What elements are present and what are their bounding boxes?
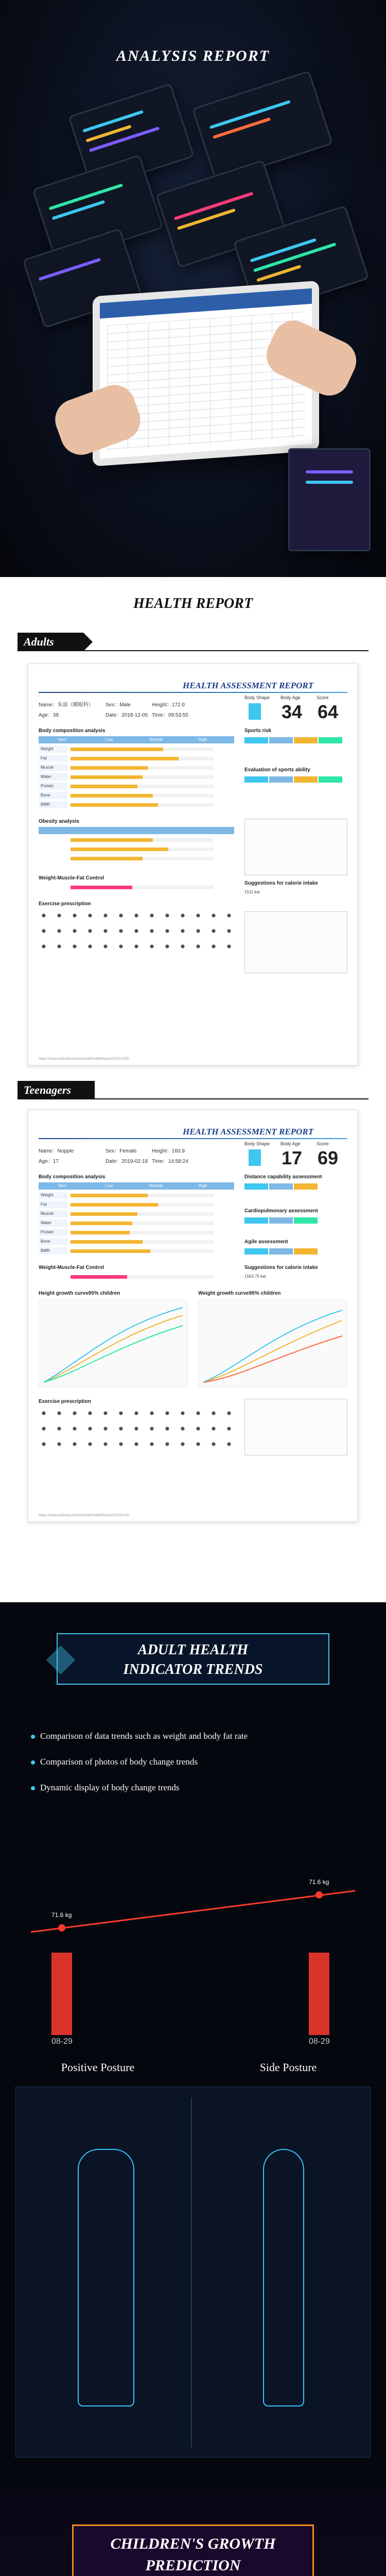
adult-date: Date：2018-12-05	[106, 713, 148, 718]
teen-date: Date：2019-02-18	[106, 1159, 148, 1164]
health-title: HEALTH REPORT	[133, 596, 253, 612]
body-age-label: Body Age	[280, 695, 301, 700]
trend-bullet-2: Comparison of photos of body change trends	[31, 1757, 198, 1767]
positive-posture-title: Positive Posture	[61, 2061, 135, 2074]
distance-heading: Distance capability assessment	[244, 1174, 322, 1180]
teen-weight-chart	[198, 1300, 347, 1387]
trend-date-2: 08-29	[309, 2037, 330, 2046]
posture-panel	[15, 2087, 371, 2458]
adult-sex: Sex：Male	[106, 702, 131, 708]
row-weight: Weight	[39, 745, 234, 753]
sports-risk-heading: Sports risk	[244, 728, 272, 734]
adult-report-doc	[28, 664, 358, 1065]
teen-doc-title: HEALTH ASSESSMENT REPORT	[183, 1127, 314, 1137]
trend-chart	[31, 1870, 355, 2045]
teens-rule	[17, 1098, 369, 1099]
wm-control-heading: Weight-Muscle-Fat Control	[39, 875, 104, 881]
adult-score: 64	[318, 701, 339, 722]
teen-row-bmr: BMR	[39, 1247, 234, 1255]
row-bone: Bone	[39, 792, 234, 799]
teen-notes-panel	[244, 1399, 347, 1455]
trend-bullet-3: Dynamic display of body change trends	[31, 1783, 180, 1793]
trend-bullet-1: Comparison of data trends such as weight and body fat rate	[31, 1731, 248, 1741]
adults-rule	[17, 650, 369, 651]
adult-name: Name：朱喆（睡眠科）	[39, 702, 94, 708]
teen-calorie-heading: Suggestions for calorie intake	[244, 1265, 318, 1270]
analysis-section	[0, 0, 386, 577]
adult-age: Age：39	[39, 713, 59, 718]
health-section	[0, 577, 386, 1602]
teens-tag: Teenagers	[17, 1081, 95, 1099]
segment-figure	[244, 819, 347, 875]
children-banner	[72, 2524, 314, 2576]
teen-name: Name：Nopple	[39, 1148, 74, 1154]
teen-calorie-value: 1563.75 kal	[244, 1274, 266, 1279]
adult-height: Height：172.0	[152, 702, 185, 708]
teen-row-bone: Bone	[39, 1238, 234, 1245]
agile-heading: Agile assessment	[244, 1239, 288, 1245]
trend-value-2: 71.6 kg	[309, 1878, 329, 1886]
teen-sex: Sex：Female	[106, 1148, 137, 1154]
teen-row-water: Water	[39, 1219, 234, 1227]
score-label: Score	[317, 695, 329, 700]
front-body-figure	[78, 2149, 134, 2406]
adult-trends-title-1: ADULT HEALTH	[137, 1642, 249, 1658]
teen-wm-heading: Weight-Muscle-Fat Control	[39, 1265, 104, 1270]
teen-height-chart	[39, 1300, 188, 1387]
composition-heading: Body composition analysis	[39, 728, 106, 734]
body-shape-label: Body Shape	[244, 695, 270, 700]
teen-age: Age：17	[39, 1159, 59, 1164]
teen-score-label: Score	[317, 1141, 329, 1146]
weight-chart-title: Weight growth curve95% children	[198, 1291, 281, 1296]
trend-value-1: 71.6 kg	[51, 1911, 72, 1919]
exercise-heading: Exercise prescription	[39, 901, 91, 907]
cardio-heading: Cardiopulmonary assessment	[244, 1208, 318, 1214]
obesity-heading: Obesity analysis	[39, 819, 79, 824]
teen-row-fat: Fat	[39, 1201, 234, 1208]
adult-trends-section	[0, 1602, 386, 2488]
teen-row-muscle: Muscle	[39, 1210, 234, 1217]
side-posture-title: Side Posture	[259, 2061, 317, 2074]
adult-time: Time：09:53:55	[152, 713, 188, 718]
teen-footer: https://www.visbody.com/wechat/healthReport/20190218	[39, 1514, 129, 1517]
row-bmr: BMR	[39, 801, 234, 808]
teen-age-label: Body Age	[280, 1141, 301, 1146]
adult-body-age: 34	[282, 701, 303, 722]
adults-tag: Adults	[17, 633, 83, 651]
teen-row-protein: Protein	[39, 1229, 234, 1236]
children-title-1: CHILDREN'S GROWTH	[110, 2535, 276, 2552]
teen-body-age: 17	[282, 1147, 303, 1168]
analysis-title: ANALYSIS REPORT	[116, 47, 270, 64]
calorie-heading: Suggestions for calorie intake	[244, 880, 318, 886]
teen-height: Height：160.9	[152, 1148, 185, 1154]
teen-table-header: Item Low Normal High	[39, 1182, 234, 1190]
teen-body-shape-icon	[249, 1149, 261, 1166]
teen-row-weight: Weight	[39, 1192, 234, 1199]
teen-report-doc	[28, 1110, 358, 1522]
adult-trends-banner	[57, 1633, 329, 1685]
exercise-figures	[39, 910, 234, 957]
body-shape-icon	[249, 703, 261, 720]
adult-footer: https://www.visbody.com/wechat/healthReport/20181205	[39, 1057, 129, 1061]
composition-table-header: Item Low Normal High	[39, 736, 234, 743]
row-protein: Protein	[39, 783, 234, 790]
calorie-value: 1511 kal	[244, 890, 260, 894]
notes-panel	[244, 911, 347, 973]
row-muscle: Muscle	[39, 764, 234, 771]
row-water: Water	[39, 773, 234, 781]
adult-trends-title-2: INDICATOR TRENDS	[123, 1662, 263, 1677]
teen-shape-label: Body Shape	[244, 1141, 270, 1146]
teen-time: Time：14:58:24	[152, 1159, 188, 1164]
sports-eval-heading: Evaluation of sports ability	[244, 767, 310, 773]
trend-date-1: 08-29	[51, 2037, 73, 2046]
adult-doc-title: HEALTH ASSESSMENT REPORT	[183, 681, 314, 690]
children-title-2: PREDICTION	[145, 2557, 241, 2574]
teen-exercise-heading: Exercise prescription	[39, 1399, 91, 1404]
device-screen	[288, 448, 371, 551]
teen-composition-heading: Body composition analysis	[39, 1174, 106, 1180]
side-body-figure	[263, 2149, 304, 2406]
row-fat: Fat	[39, 755, 234, 762]
teen-exercise-figures	[39, 1408, 234, 1454]
height-chart-title: Height growth curve95% children	[39, 1291, 120, 1296]
teen-score: 69	[318, 1147, 339, 1168]
children-section	[0, 2488, 386, 2576]
